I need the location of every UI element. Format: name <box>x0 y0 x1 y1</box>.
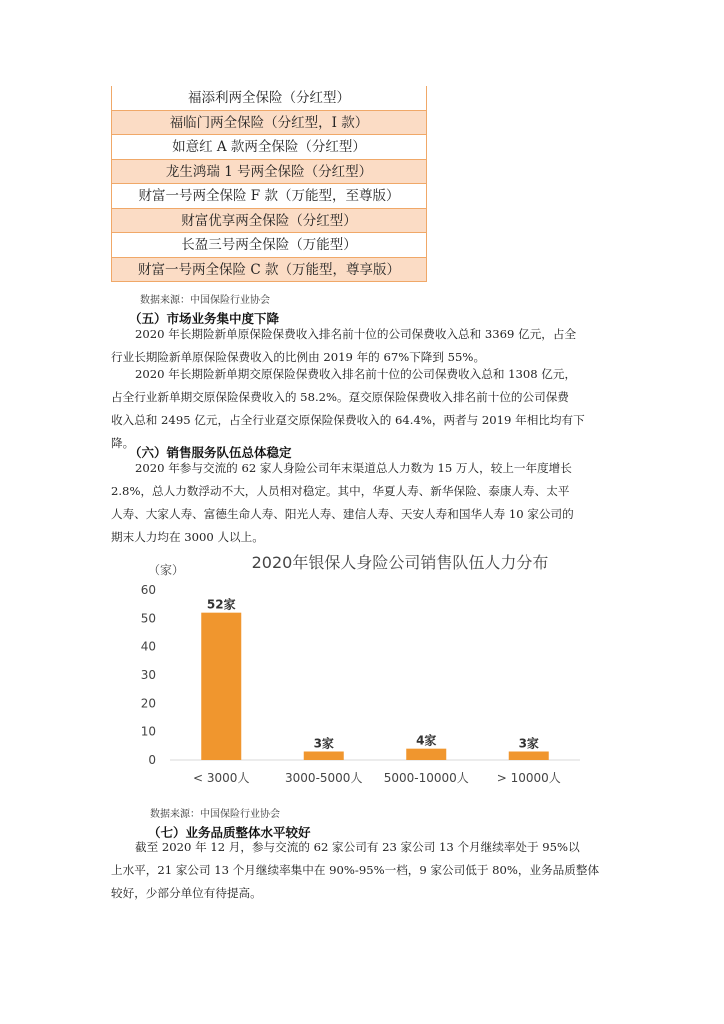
text-line: 行业长期险新单原保险保费收入的比例由 2019 年的 67%下降到 55%。 <box>111 350 486 364</box>
y-tick-label: 30 <box>140 668 156 682</box>
section-heading: （七）业务品质整体水平较好 <box>148 825 311 840</box>
data-source-note: 数据来源：中国保险行业协会 <box>140 295 270 306</box>
paragraph <box>111 457 618 549</box>
text-line: 降。 <box>111 436 135 450</box>
table-row: 财富优享两全保险（分红型） <box>111 209 427 234</box>
product-table <box>111 86 427 282</box>
text-line: 2020 年长期险新单原保险保费收入排名前十位的公司保费收入总和 3369 亿元，占全 <box>135 327 577 341</box>
section-heading: （五）市场业务集中度下降 <box>129 311 280 326</box>
x-tick-label: 5000-10000人 <box>383 771 469 785</box>
text-line: 2020 年长期险新单期交原保险保费收入排名前十位的公司保费收入总和 1308 亿元， <box>135 367 577 381</box>
table-row: 龙生鸿瑞 1 号两全保险（分红型） <box>111 160 427 185</box>
table-row: 福临门两全保险（分红型，I 款） <box>111 111 427 136</box>
y-axis-label: （家） <box>147 563 185 577</box>
y-tick-label: 20 <box>140 696 156 711</box>
text-line: 2.8%，总人力数浮动不大，人员相对稳定。其中，华夏人寿、新华保险、泰康人寿、太平 <box>111 484 570 498</box>
bar <box>509 752 549 761</box>
table-row: 财富一号两全保险 C 款（万能型，尊享版） <box>111 258 427 283</box>
y-tick-label: 0 <box>148 753 156 767</box>
bar-chart <box>130 540 590 800</box>
chart-svg <box>130 540 590 800</box>
data-source-note: 数据来源：中国保险行业协会 <box>150 809 280 820</box>
text-line: 较好，少部分单位有待提高。 <box>111 886 262 900</box>
paragraph <box>111 836 618 905</box>
x-tick-label: 3000-5000人 <box>285 771 363 785</box>
bar-data-label: 3家 <box>313 736 334 751</box>
bar <box>304 752 344 761</box>
bar-data-label: 4家 <box>416 733 437 748</box>
table-row: 福添利两全保险（分红型） <box>111 86 427 111</box>
text-line: 2020 年参与交流的 62 家人身险公司年末渠道总人力数为 15 万人，较上一年度增长 <box>135 461 572 475</box>
text-line: 收入总和 2495 亿元，占全行业趸交原保险保费收入的 64.4%，两者与 2019 年相比均有下 <box>111 413 585 427</box>
text-line: 占全行业新单期交原保险保费收入的 58.2%。趸交原保险保费收入排名前十位的公司保费 <box>111 390 569 404</box>
table-row: 长盈三号两全保险（万能型） <box>111 233 427 258</box>
text-line: 期末人力均在 3000 人以上。 <box>111 530 264 544</box>
chart-title: 2020年银保人身险公司销售队伍人力分布 <box>251 553 549 572</box>
y-tick-label: 10 <box>140 724 156 739</box>
section-heading: （六）销售服务队伍总体稳定 <box>129 445 292 460</box>
text-line: 截至 2020 年 12 月，参与交流的 62 家公司有 23 家公司 13 个月继续率处于 95%以 <box>135 840 580 854</box>
bar <box>201 613 241 760</box>
y-tick-label: 50 <box>140 611 156 626</box>
bar-data-label: 3家 <box>518 736 539 751</box>
x-tick-label: > 10000人 <box>496 771 561 785</box>
x-tick-label: < 3000人 <box>193 771 250 785</box>
table-row: 财富一号两全保险 F 款（万能型，至尊版） <box>111 184 427 209</box>
bar-data-label: 52家 <box>206 597 236 612</box>
bar <box>406 749 446 760</box>
text-line: 上水平，21 家公司 13 个月继续率集中在 90%-95%一档，9 家公司低于 80%，业务品质整体 <box>111 863 600 877</box>
y-tick-label: 60 <box>140 583 156 597</box>
paragraph <box>111 363 618 455</box>
table-row: 如意红 A 款两全保险（分红型） <box>111 135 427 160</box>
y-tick-label: 40 <box>140 639 156 654</box>
text-line: 人寿、大家人寿、富德生命人寿、阳光人寿、建信人寿、天安人寿和国华人寿 10 家公司的 <box>111 507 574 521</box>
